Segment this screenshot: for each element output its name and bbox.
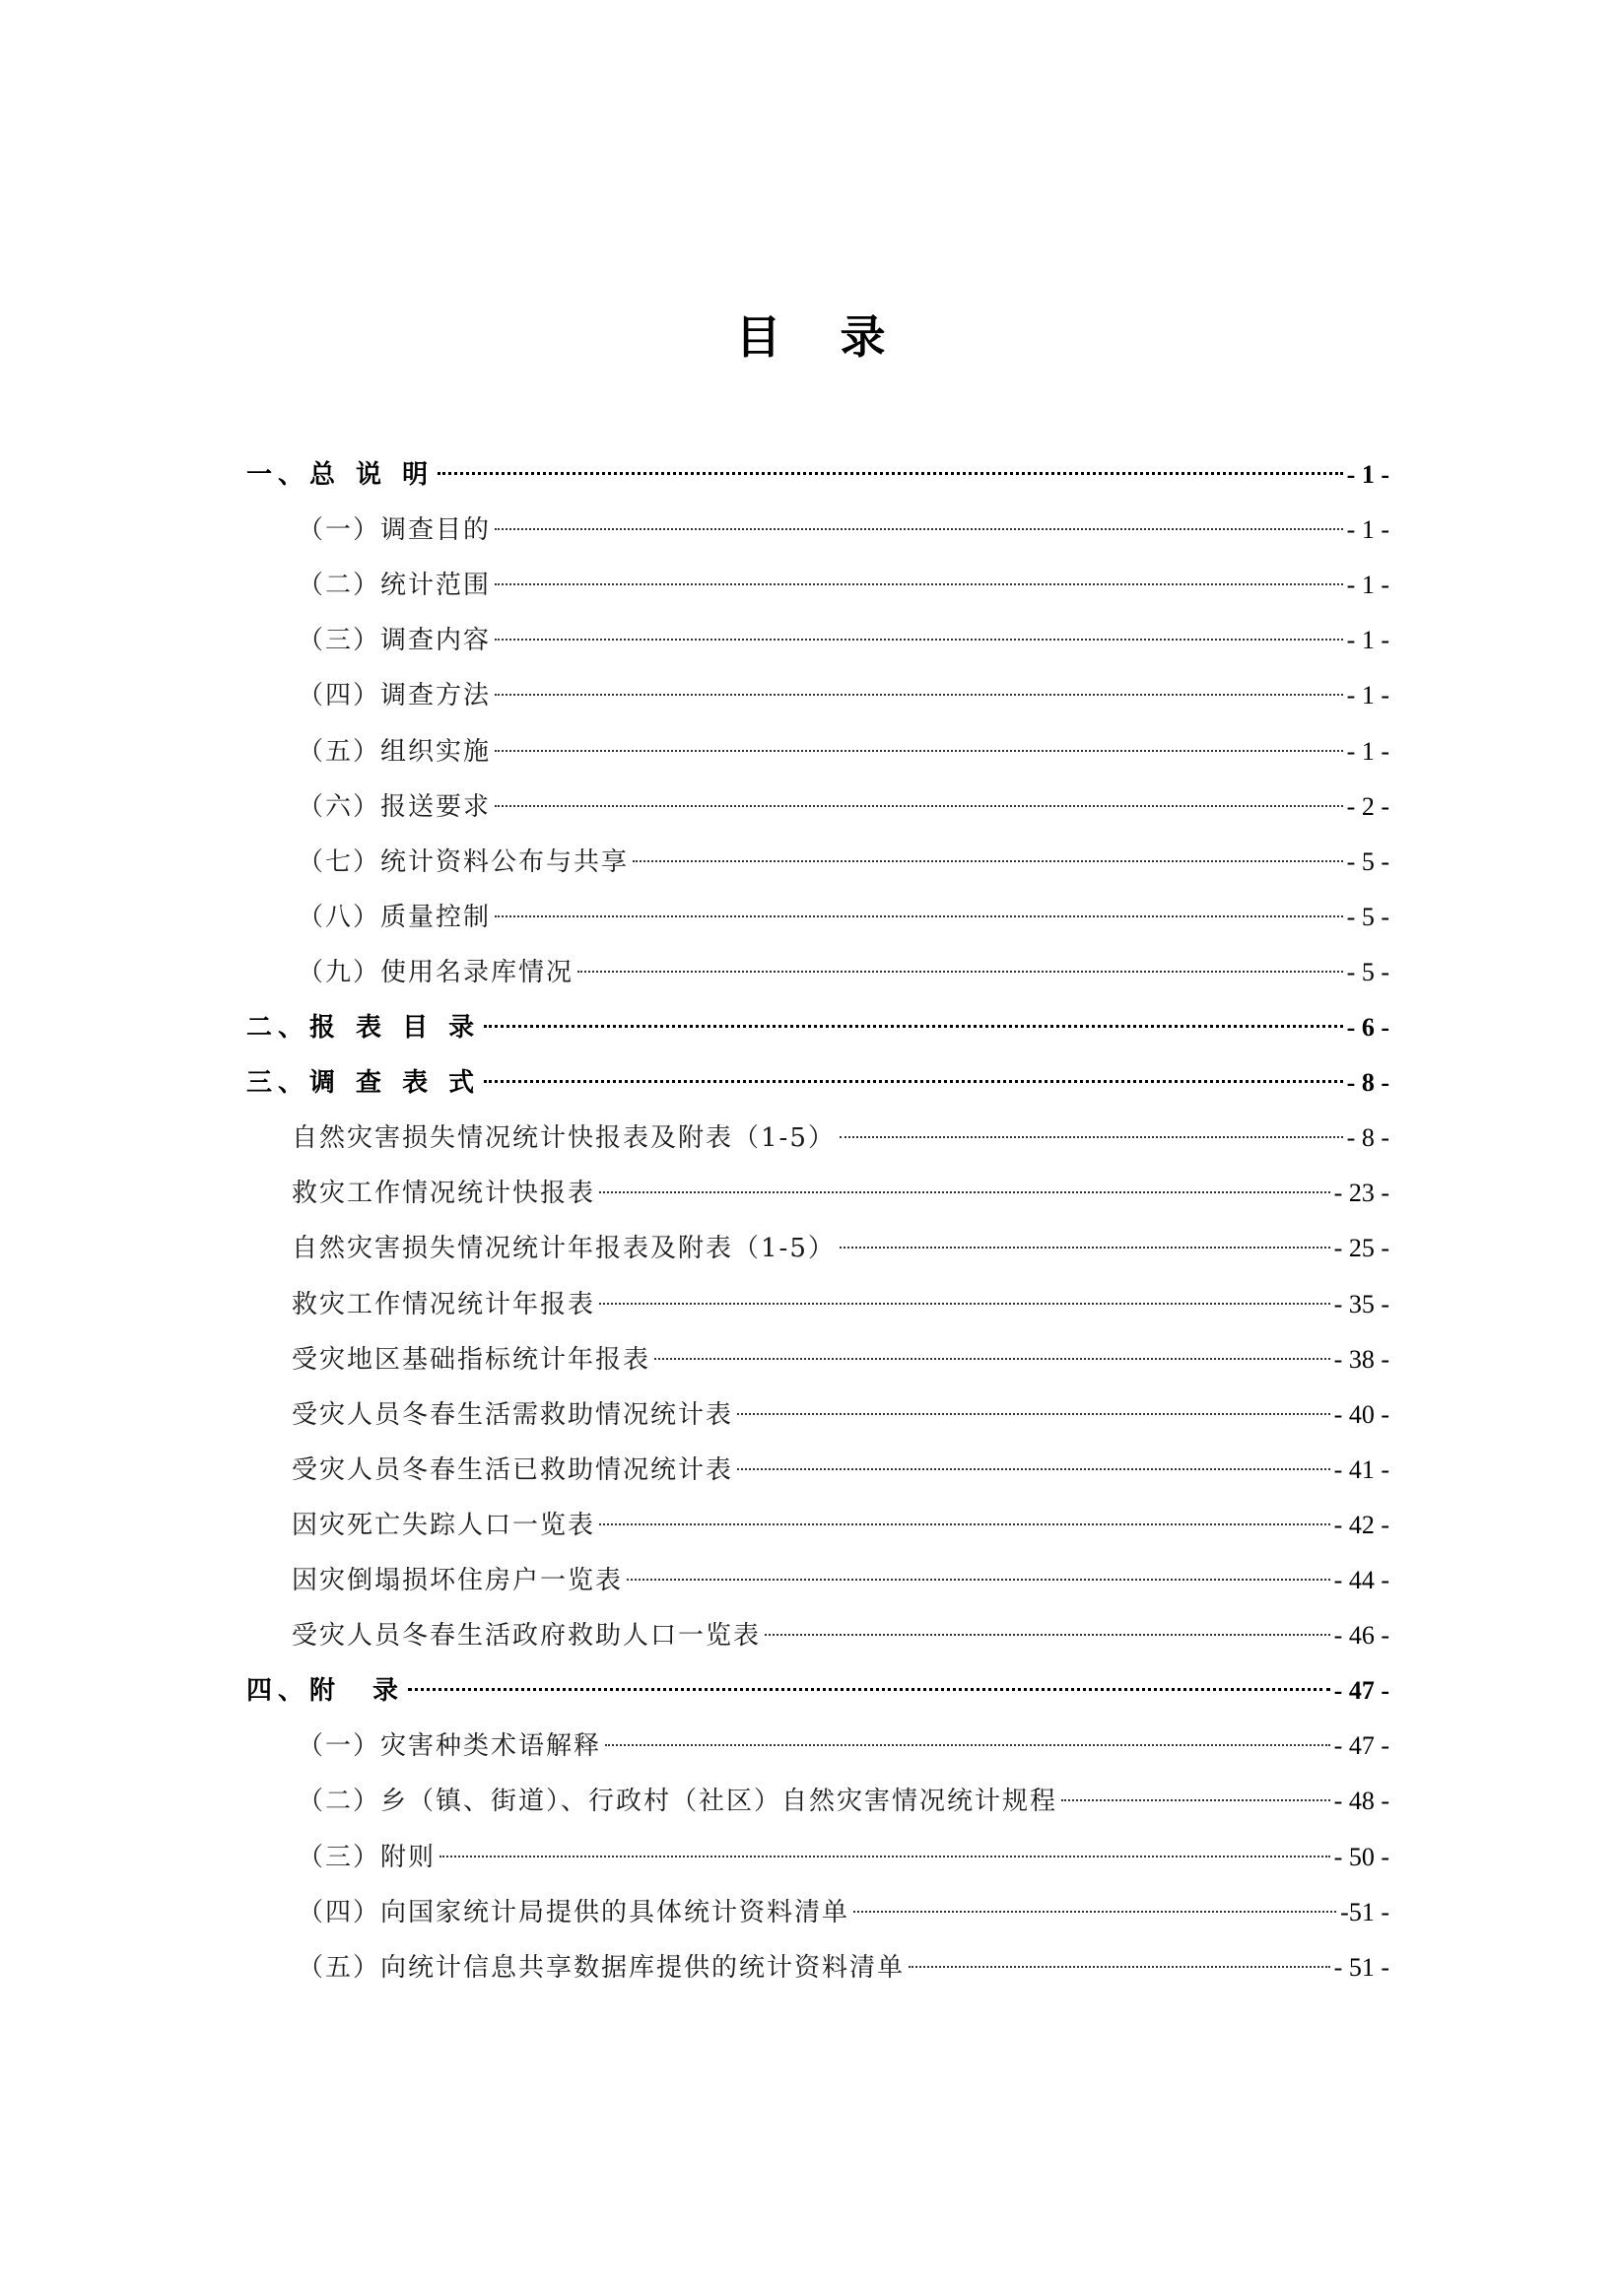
toc-entry-page-number: - 40 - [1333, 1400, 1389, 1429]
toc-entry-page-number: - 5 - [1346, 958, 1389, 986]
toc-entry[interactable] [298, 843, 1389, 882]
toc-entry-page-number: - 1 - [1346, 571, 1389, 599]
toc-entry-page-number: - 8 - [1346, 1068, 1389, 1097]
toc-entry[interactable] [298, 787, 1389, 827]
toc-entry-page-number: - 44 - [1333, 1566, 1389, 1594]
toc-entry-label: 自然灾害损失情况统计快报表及附表（1-5） [292, 1123, 836, 1153]
toc-entry-page-number: - 1 - [1346, 737, 1389, 766]
toc-dot-leader [438, 472, 1343, 475]
toc-dot-leader [495, 639, 1343, 641]
toc-entry-label: （五）组织实施 [298, 737, 492, 767]
toc-entry-label: （三）附则 [298, 1843, 437, 1872]
toc-entry[interactable] [298, 953, 1389, 992]
toc-entry-label: 受灾人员冬春生活政府救助人口一览表 [292, 1621, 762, 1651]
toc-entry[interactable] [292, 1616, 1389, 1655]
toc-entry-label: （二）统计范围 [298, 571, 492, 600]
toc-entry-page-number: - 23 - [1333, 1179, 1389, 1207]
toc-entry-page-number: - 42 - [1333, 1511, 1389, 1539]
toc-entry[interactable] [292, 1395, 1389, 1435]
toc-entry[interactable] [298, 1726, 1389, 1766]
toc-dot-leader [495, 583, 1343, 585]
toc-dot-leader [599, 1303, 1330, 1305]
toc-entry-label: 受灾人员冬春生活已救助情况统计表 [292, 1455, 734, 1485]
toc-dot-leader [853, 1911, 1336, 1913]
toc-entry-label: 四、附 录 [246, 1676, 405, 1706]
toc-entry[interactable] [298, 1948, 1389, 1988]
toc-entry[interactable] [298, 898, 1389, 937]
toc-entry[interactable] [298, 1838, 1389, 1877]
toc-entry[interactable] [292, 1451, 1389, 1490]
toc-entry-label: 因灾倒塌损坏住房户一览表 [292, 1566, 624, 1595]
toc-entry[interactable] [246, 1008, 1389, 1047]
toc-entry-label: （四）调查方法 [298, 681, 492, 710]
toc-entry[interactable] [292, 1561, 1389, 1600]
toc-entry-label: （二）乡（镇、街道）、行政村（社区）自然灾害情况统计规程 [298, 1787, 1058, 1816]
toc-dot-leader [495, 528, 1343, 530]
toc-dot-leader [840, 1247, 1330, 1249]
toc-entry-page-number: - 1 - [1346, 460, 1389, 489]
toc-entry[interactable] [292, 1285, 1389, 1324]
toc-entry[interactable] [292, 1340, 1389, 1380]
toc-entry-label: 二、报 表 目 录 [246, 1013, 481, 1043]
toc-entry-page-number: - 5 - [1346, 847, 1389, 876]
toc-dot-leader [439, 1856, 1330, 1857]
toc-dot-leader [408, 1688, 1330, 1691]
toc-entry-label: 受灾人员冬春生活需救助情况统计表 [292, 1400, 734, 1430]
toc-entry-label: 因灾死亡失踪人口一览表 [292, 1511, 596, 1540]
toc-dot-leader [495, 694, 1343, 696]
toc-dot-leader [840, 1136, 1343, 1138]
toc-dot-leader [737, 1468, 1330, 1470]
toc-entry-page-number: - 1 - [1346, 515, 1389, 544]
toc-entry-label: 一、总 说 明 [246, 460, 435, 490]
toc-entry-page-number: - 41 - [1333, 1455, 1389, 1484]
toc-entry[interactable] [292, 1229, 1389, 1268]
toc-entry[interactable] [298, 732, 1389, 772]
toc-entry-label: （三）调查内容 [298, 626, 492, 655]
toc-entry-label: 救灾工作情况统计年报表 [292, 1290, 596, 1319]
toc-entry-page-number: - 6 - [1346, 1013, 1389, 1042]
toc-entry-label: （五）向统计信息共享数据库提供的统计资料清单 [298, 1953, 906, 1983]
toc-dot-leader [909, 1966, 1330, 1968]
toc-entry-page-number: - 46 - [1333, 1621, 1389, 1650]
toc-dot-leader [599, 1191, 1330, 1193]
toc-dot-leader [577, 971, 1343, 973]
toc-entry[interactable] [292, 1174, 1389, 1213]
toc-entry-label: （一）灾害种类术语解释 [298, 1731, 602, 1761]
toc-entry[interactable] [246, 455, 1389, 495]
toc-entry[interactable] [246, 1671, 1389, 1711]
toc-dot-leader [765, 1634, 1330, 1636]
toc-entry-page-number: - 25 - [1333, 1234, 1389, 1262]
toc-dot-leader [495, 750, 1343, 752]
page-title: 目 录 [735, 310, 908, 364]
toc-entry[interactable] [292, 1506, 1389, 1545]
toc-entry-page-number: - 51 - [1333, 1953, 1389, 1982]
toc-entry-label: （六）报送要求 [298, 792, 492, 822]
toc-entry[interactable] [298, 676, 1389, 715]
toc-entry-label: 受灾地区基础指标统计年报表 [292, 1345, 651, 1375]
toc-entry-page-number: -51 - [1340, 1898, 1389, 1926]
toc-entry-page-number: - 1 - [1346, 626, 1389, 654]
toc-entry-page-number: - 8 - [1346, 1123, 1389, 1152]
toc-entry[interactable] [246, 1063, 1389, 1103]
toc-dot-leader [627, 1579, 1330, 1581]
toc-entry[interactable] [292, 1118, 1389, 1158]
toc-entry-page-number: - 35 - [1333, 1290, 1389, 1318]
toc-dot-leader [599, 1523, 1330, 1525]
toc-entry-label: 自然灾害损失情况统计年报表及附表（1-5） [292, 1234, 836, 1263]
toc-entry-label: 救灾工作情况统计快报表 [292, 1179, 596, 1208]
toc-entry-page-number: - 47 - [1333, 1676, 1389, 1705]
toc-entry-page-number: - 48 - [1333, 1787, 1389, 1815]
toc-entry[interactable] [298, 1782, 1389, 1821]
toc-entry[interactable] [298, 1893, 1389, 1932]
toc-entry-page-number: - 47 - [1333, 1731, 1389, 1760]
toc-entry-label: 三、调 查 表 式 [246, 1068, 481, 1098]
toc-dot-leader [495, 805, 1343, 807]
toc-entry[interactable] [298, 510, 1389, 550]
toc-dot-leader [633, 860, 1343, 862]
toc-entry-label: （一）调查目的 [298, 515, 492, 545]
toc-entry-page-number: - 5 - [1346, 903, 1389, 931]
toc-entry-page-number: - 50 - [1333, 1843, 1389, 1871]
toc-entry[interactable] [298, 621, 1389, 660]
toc-dot-leader [495, 915, 1343, 917]
toc-dot-leader [737, 1413, 1330, 1415]
toc-entry-page-number: - 2 - [1346, 792, 1389, 821]
toc-dot-leader [605, 1744, 1330, 1746]
toc-dot-leader [484, 1080, 1343, 1083]
toc-dot-leader [654, 1358, 1330, 1360]
toc-dot-leader [1061, 1799, 1330, 1801]
toc-entry-label: （八）质量控制 [298, 903, 492, 932]
toc-entry-page-number: - 38 - [1333, 1345, 1389, 1374]
toc-entry[interactable] [298, 566, 1389, 605]
toc-entry-label: （四）向国家统计局提供的具体统计资料清单 [298, 1898, 850, 1927]
toc-dot-leader [484, 1025, 1343, 1028]
toc-entry-page-number: - 1 - [1346, 681, 1389, 709]
toc-entry-label: （九）使用名录库情况 [298, 958, 574, 987]
toc-entry-label: （七）统计资料公布与共享 [298, 847, 630, 877]
